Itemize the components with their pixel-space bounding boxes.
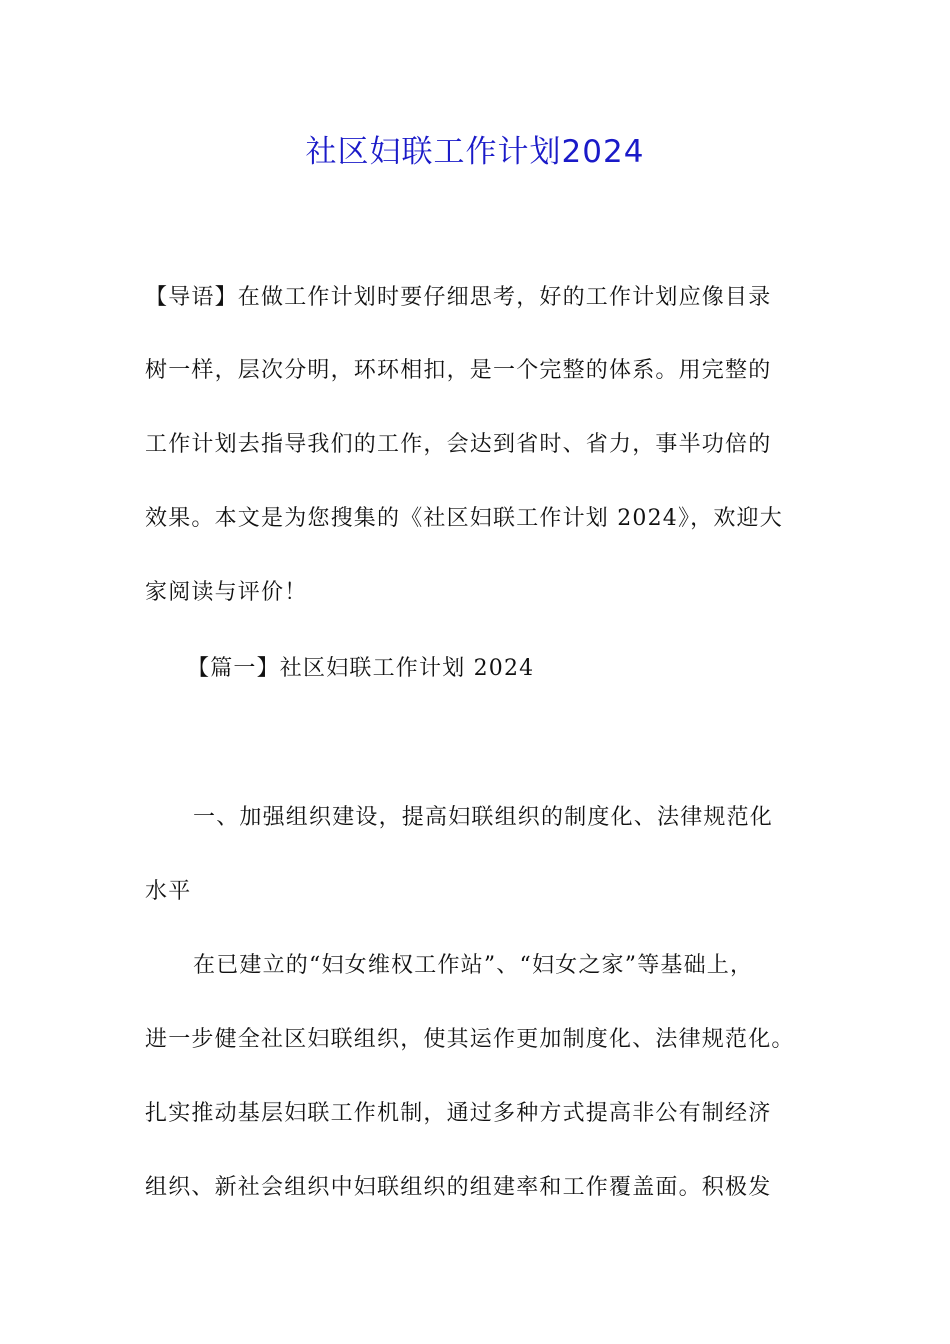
page-title: 社区妇联工作计划2024 [305,134,645,170]
subheading-line: 水平 [145,879,192,904]
subheading-line: 一、加强组织建设，提高妇联组织的制度化、法律规范化 [193,805,774,830]
body-line: 组织、新社会组织中妇联组织的组建率和工作覆盖面。积极发 [145,1175,772,1200]
body-line: 在已建立的“妇女维权工作站”、“妇女之家”等基础上， [193,953,754,978]
intro-line: 工作计划去指导我们的工作，会达到省时、省力，事半功倍的 [145,432,772,457]
intro-line: 树一样，层次分明，环环相扣，是一个完整的体系。用完整的 [145,358,772,383]
intro-line: 【导语】在做工作计划时要仔细思考，好的工作计划应像目录 [145,285,772,310]
intro-line: 家阅读与评价！ [145,580,308,605]
body-line: 进一步健全社区妇联组织，使其运作更加制度化、法律规范化。 [145,1027,795,1052]
section-heading: 【篇一】社区妇联工作计划 2024 [187,656,535,681]
body-line: 扎实推动基层妇联工作机制，通过多种方式提高非公有制经济 [145,1101,772,1126]
intro-line: 效果。本文是为您搜集的《社区妇联工作计划 2024》，欢迎大 [145,506,783,531]
